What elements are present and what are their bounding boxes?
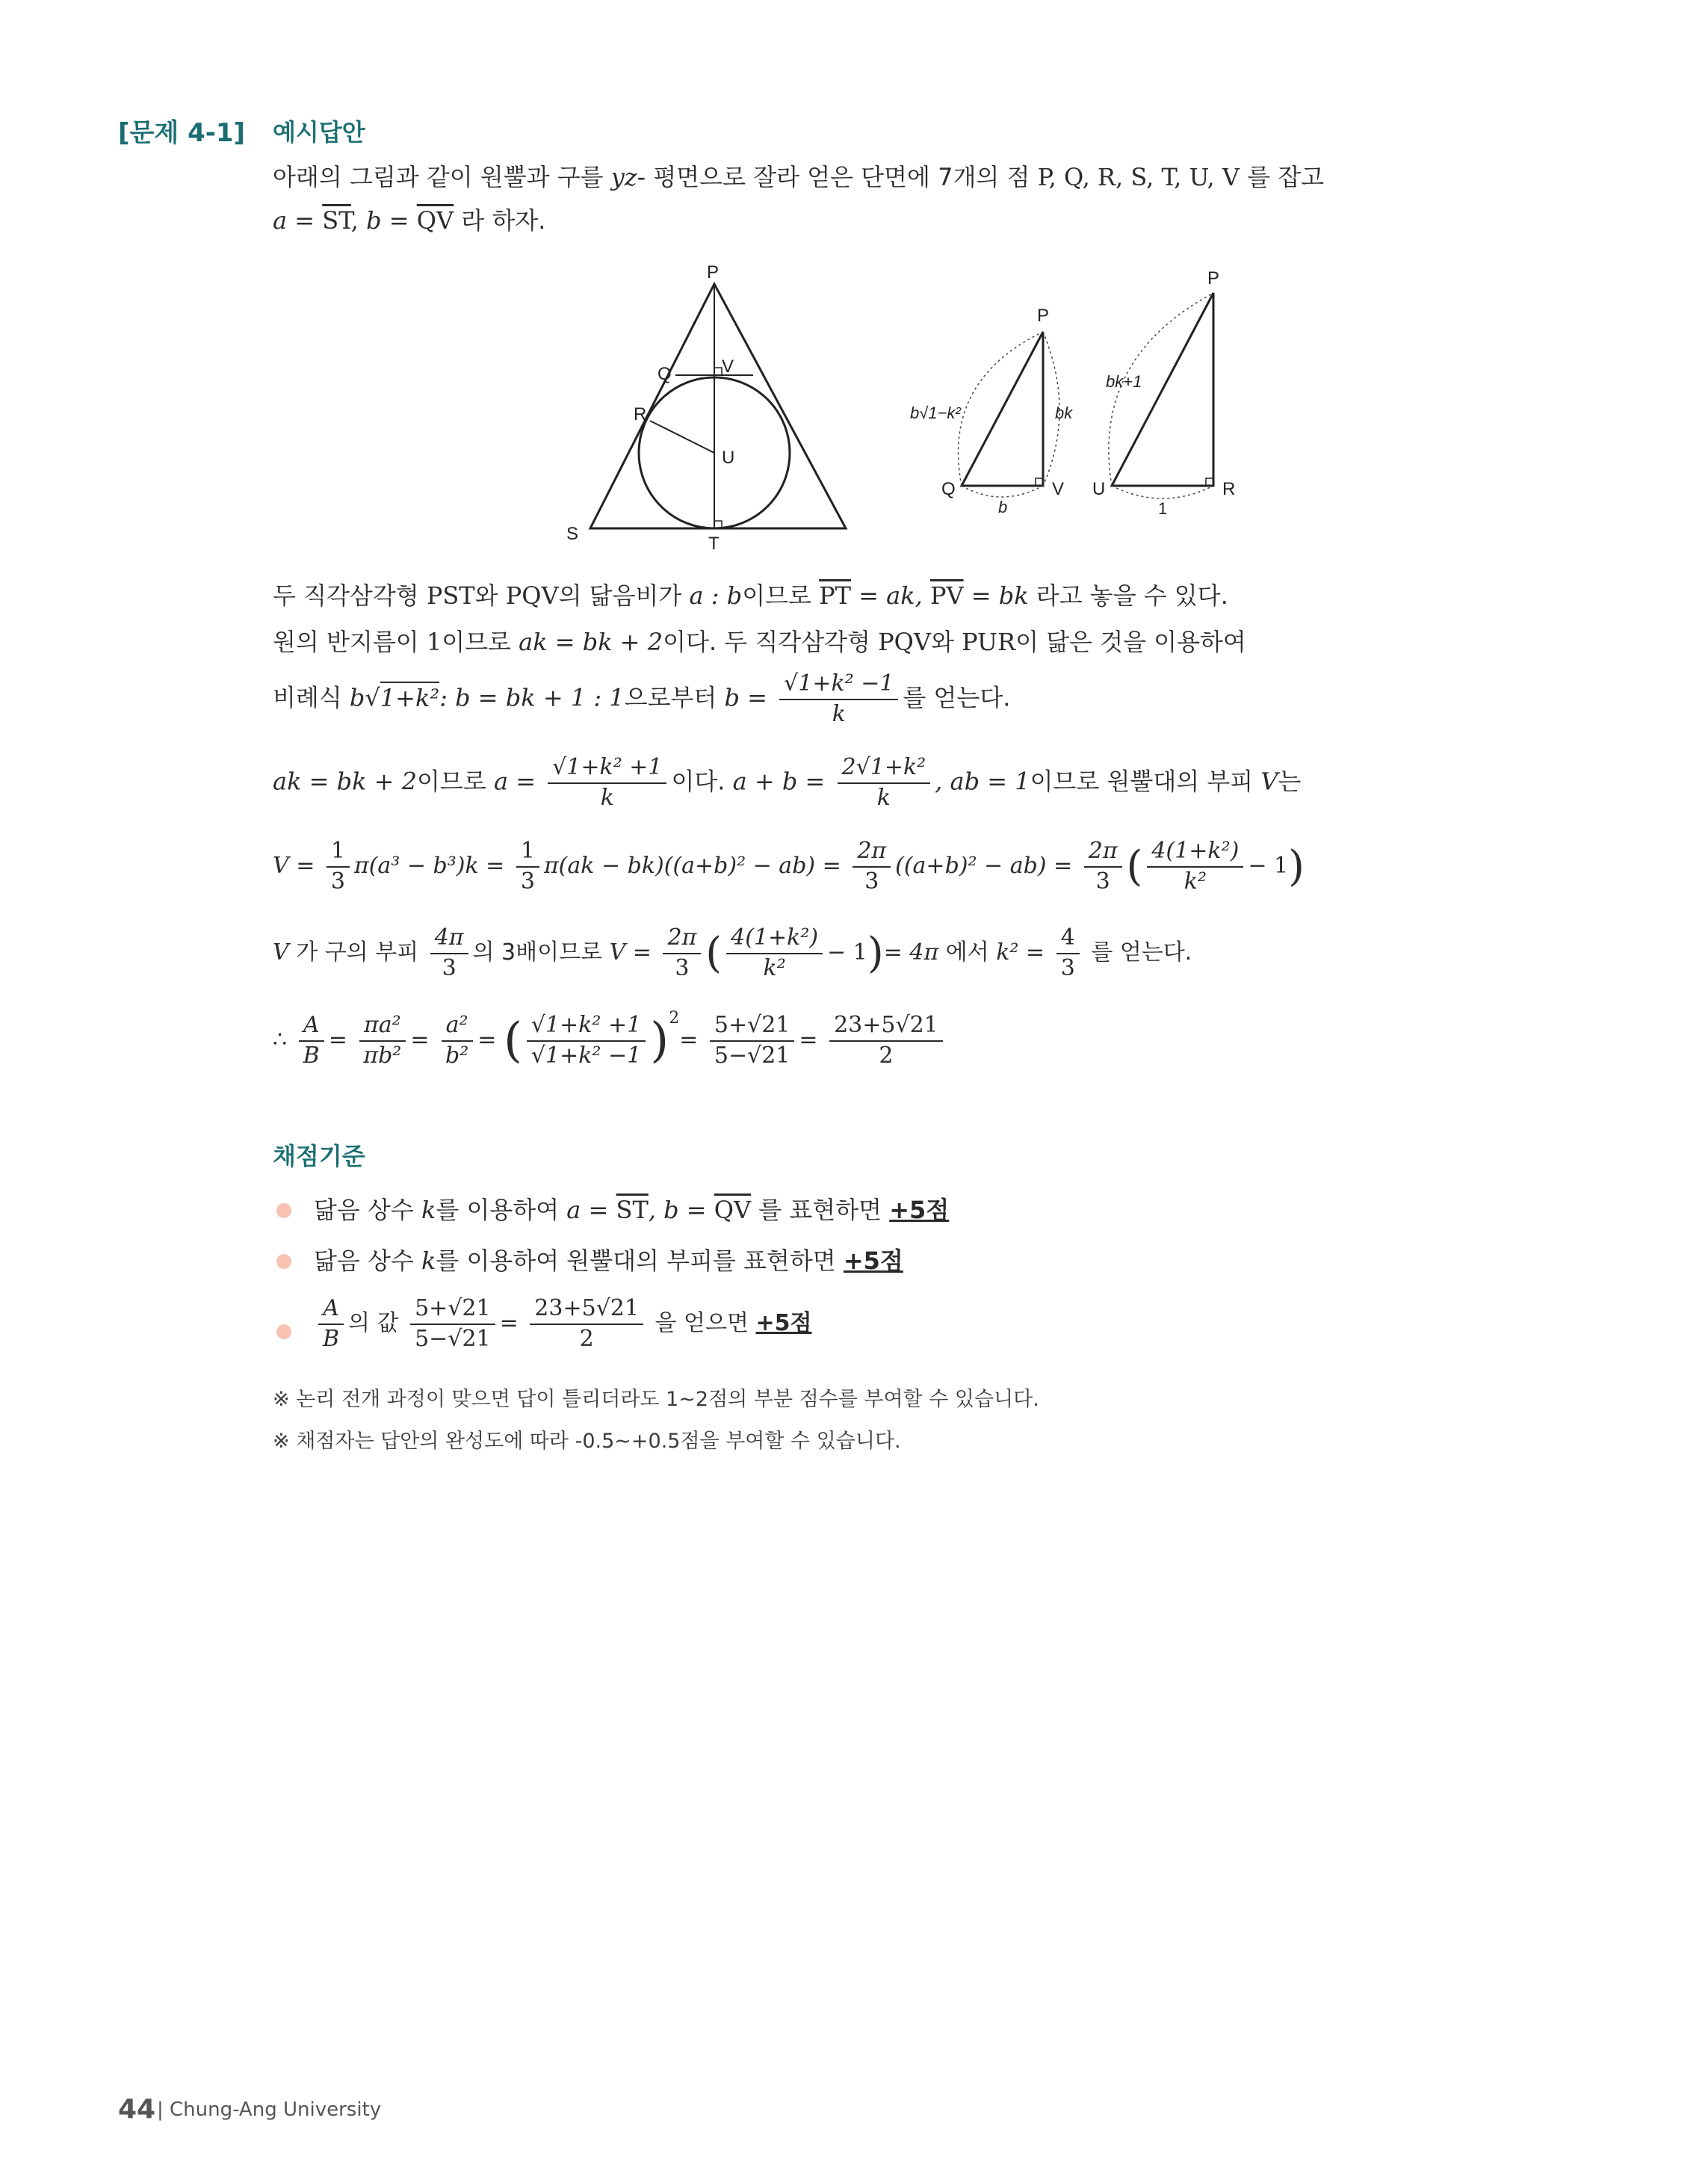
body-text: 이므로 (742, 581, 820, 610)
tri-pst: PST (426, 581, 475, 610)
segment-qv: $\overline{QV}$ (714, 1196, 752, 1224)
segment-pt: $\overline{PT}$ (819, 581, 851, 610)
fraction (853, 839, 891, 895)
equation: , ab = 1 (935, 767, 1030, 796)
body-text: 가 구의 부피 (288, 939, 426, 966)
fraction (299, 1013, 324, 1069)
crit-text: 닮음 상수 (314, 1247, 421, 1275)
crit-text: 닮음 상수 (314, 1196, 421, 1224)
body-line-5 (273, 839, 1305, 895)
denominator: 3 (1095, 868, 1110, 895)
eq-sign: = (477, 1027, 497, 1053)
triangle-pst (590, 284, 846, 528)
points-badge: +5점 (755, 1310, 812, 1336)
denominator: 3 (520, 868, 535, 895)
intro-text: - 평면으로 잘라 얻은 단면에 7개의 점 (637, 163, 1038, 191)
body-text: 와 (474, 581, 506, 610)
criterion-3 (314, 1296, 812, 1352)
label-hyp3: bk+1 (1106, 372, 1142, 391)
body-line-7 (273, 1009, 947, 1069)
note-2: ※ 채점자는 답안의 완성도에 따라 -0.5~+0.5점을 부여할 수 있습니다. (273, 1430, 901, 1453)
fraction (1056, 925, 1080, 981)
numerator: 2π (663, 925, 701, 954)
dim-arc-base3 (1112, 486, 1213, 498)
label-q: Q (657, 364, 672, 384)
fraction (779, 671, 898, 727)
intro-text: 를 잡고 (1239, 163, 1325, 191)
label-p2: P (1037, 306, 1050, 326)
eq-sign: = (499, 1310, 519, 1336)
body-line-6 (273, 925, 1192, 981)
fraction (838, 755, 931, 811)
numerator: πa² (359, 1013, 406, 1042)
equation: k² = (996, 939, 1045, 966)
paren-open: ( (705, 929, 723, 978)
tri-pqv: PQV (505, 581, 559, 610)
body-text: 이므로 (417, 767, 494, 796)
denominator: 3 (1060, 954, 1075, 981)
denominator: k (876, 784, 891, 811)
expr: π(ak − bk)((a+b)² − ab) = (543, 853, 841, 879)
geometry-figure (553, 262, 1300, 561)
label-q2: Q (941, 479, 956, 499)
denominator: √1+k² −1 (530, 1042, 642, 1069)
body-text: 이므로 원뿔대의 부피 (1030, 767, 1261, 796)
bullet-icon (276, 1324, 291, 1339)
comma: , (350, 206, 367, 235)
label-r3: R (1222, 479, 1236, 499)
therefore-icon: ∴ (273, 1027, 288, 1053)
note-1: ※ 논리 전개 과정이 맞으면 답이 틀리더라도 1~2점의 부분 점수를 부여할 수 있습니다. (273, 1388, 1039, 1411)
label-v: V (722, 356, 734, 377)
paren-close: ) (867, 929, 884, 978)
body-text: 를 얻는다. (903, 683, 1011, 712)
label-v2: V (1052, 479, 1065, 499)
body-text: 이다. (671, 767, 733, 796)
denominator: 5−√21 (714, 1042, 790, 1069)
fraction (548, 755, 666, 811)
expr: − 1 (1248, 853, 1289, 879)
denominator: 3 (675, 954, 690, 981)
paren-open: ( (503, 1013, 522, 1069)
fraction (530, 1296, 643, 1352)
body-text: 에서 (938, 939, 997, 966)
body-text: 와 (930, 628, 962, 656)
criterion-1 (314, 1191, 949, 1226)
segment-st: $\overline{ST}$ (616, 1196, 649, 1224)
crit-text: 를 이용하여 원뿔대의 부피를 표현하면 (436, 1247, 844, 1275)
fraction (441, 1013, 473, 1069)
sqrt-icon: √ (365, 683, 380, 712)
denominator: b² (445, 1042, 469, 1069)
intro-line-1 (273, 158, 1324, 193)
intro-line-2 (273, 202, 545, 236)
numerator: 23+5√21 (829, 1013, 943, 1042)
numerator: 4π (430, 925, 468, 954)
segment-qv: $\overline{QV}$ (416, 206, 454, 235)
denominator: 2 (879, 1042, 894, 1069)
paren-open: ( (1126, 842, 1143, 891)
fraction (829, 1013, 943, 1069)
right-angle-v (714, 368, 722, 375)
fraction (1147, 839, 1243, 895)
numerator: a² (442, 1013, 473, 1042)
body-text: 원의 반지름이 (273, 628, 427, 656)
crit-text: 을 얻으면 (647, 1310, 756, 1336)
body-text: 는 (1278, 767, 1302, 796)
radius-ur (650, 421, 714, 453)
var-b: b (349, 683, 365, 712)
label-base2: b (998, 498, 1008, 516)
body-line-1 (273, 577, 1228, 611)
expr: π(a³ − b³)k = (353, 853, 505, 879)
denominator: 3 (330, 868, 345, 895)
expr: = bk (963, 581, 1029, 610)
denominator: k (832, 700, 846, 727)
body-text: 라고 놓을 수 있다. (1028, 581, 1228, 610)
body-text: 비례식 (273, 683, 350, 712)
numerator: √1+k² +1 (527, 1013, 646, 1042)
paren-close: ) (1288, 842, 1305, 891)
dim-arc-base (962, 486, 1043, 497)
intro-text: 아래의 그림과 같이 원뿔과 구를 (273, 163, 611, 191)
numerator: 23+5√21 (530, 1296, 643, 1325)
num-one: 1 (426, 628, 442, 656)
university-name: | Chung-Ang University (157, 2099, 382, 2121)
denominator: B (303, 1042, 320, 1069)
body-text: 이 닮은 것을 이용하여 (1015, 628, 1246, 656)
exponent: 2 (669, 1009, 680, 1028)
points-badge: +5점 (843, 1247, 903, 1275)
label-p: P (707, 262, 720, 282)
body-line-3 (273, 671, 1010, 727)
numerator: 5+√21 (710, 1013, 795, 1042)
denominator: 5−√21 (415, 1325, 491, 1352)
fraction (726, 925, 823, 981)
criterion-2 (314, 1242, 903, 1276)
body-text: 이다. 두 직각삼각형 (663, 628, 879, 656)
label-hyp2: b√1−k² (910, 404, 961, 422)
var-k: k (421, 1196, 436, 1224)
numerator: A (318, 1296, 344, 1325)
bullet-icon (276, 1203, 291, 1218)
crit-text: 를 표현하면 (751, 1196, 890, 1224)
denominator: 2 (579, 1325, 594, 1352)
expr: − 1 (827, 939, 867, 966)
denominator: k² (1183, 868, 1207, 895)
eq-sign: = (679, 1027, 699, 1053)
label-s: S (566, 524, 579, 544)
bullet-icon (276, 1254, 291, 1269)
points-badge: +5점 (889, 1196, 950, 1224)
fraction (318, 1296, 344, 1352)
expr: = 4π (883, 939, 939, 966)
numerator: 1 (327, 839, 350, 868)
tri-pqv: PQV (878, 628, 931, 656)
numerator: 4 (1056, 925, 1080, 954)
fraction (410, 1296, 495, 1352)
eq-sign: = (410, 1027, 430, 1053)
proportion: : b = bk + 1 : 1 (439, 683, 625, 712)
var-k: k (421, 1247, 436, 1275)
eq-sign: = (287, 206, 323, 235)
equation: b = (724, 683, 767, 712)
label-t: T (708, 534, 720, 554)
eq-sign: = (328, 1027, 347, 1053)
body-text: 두 직각삼각형 (273, 581, 427, 610)
var-a: a (273, 206, 288, 235)
grading-title: 채점기준 (273, 1142, 365, 1170)
eq-sign: = (381, 206, 417, 235)
fraction (516, 839, 539, 895)
ratio: a : b (689, 581, 743, 610)
tri-pur: PUR (962, 628, 1016, 656)
page-number: 44 (118, 2094, 156, 2125)
fraction (710, 1013, 795, 1069)
denominator: 3 (442, 954, 457, 981)
label-leg2: bk (1055, 404, 1073, 422)
denominator: k (600, 784, 614, 811)
denominator: k² (763, 954, 786, 981)
equation: a = (493, 767, 536, 796)
numerator: 2√1+k² (838, 755, 931, 784)
crit-text: 를 이용하여 (436, 1196, 567, 1224)
body-text: 으로부터 (624, 683, 725, 712)
numerator: √1+k² −1 (779, 671, 898, 700)
numerator: 1 (516, 839, 539, 868)
segment-st: $\overline{ST}$ (322, 206, 351, 235)
body-text: 의 3배이므로 (472, 939, 610, 966)
expr: ((a+b)² − ab) = (895, 853, 1073, 879)
expr: a = (566, 1196, 616, 1224)
var-v: V (1260, 767, 1278, 796)
fraction (527, 1013, 646, 1069)
body-line-2 (273, 623, 1246, 658)
section-title: 예시답안 (273, 118, 365, 146)
denominator: πb² (363, 1042, 402, 1069)
intro-text: 라 하자. (454, 206, 546, 235)
numerator: 4(1+k²) (1147, 839, 1243, 868)
expr: , b = (648, 1196, 714, 1224)
equation: V = (609, 939, 652, 966)
equation: ak = bk + 2 (273, 767, 418, 796)
eq-sign: = (799, 1027, 818, 1053)
denominator: B (323, 1325, 340, 1352)
triangle-pqv (962, 332, 1043, 486)
segment-pv: $\overline{PV}$ (929, 581, 964, 610)
denominator: 3 (864, 868, 879, 895)
intro-points: P, Q, R, S, T, U, V (1037, 163, 1240, 191)
numerator: 4(1+k²) (726, 925, 823, 954)
fraction (327, 839, 350, 895)
crit-text: 의 값 (348, 1310, 406, 1336)
fraction (430, 925, 468, 981)
problem-label: [문제 4-1] (118, 118, 246, 148)
numerator: 2π (1084, 839, 1122, 868)
label-u: U (722, 448, 735, 468)
numerator: √1+k² +1 (548, 755, 666, 784)
body-text: 를 얻는다. (1083, 939, 1192, 966)
var-v: V (273, 939, 289, 966)
label-base3: 1 (1158, 499, 1168, 518)
label-r: R (634, 404, 647, 424)
fraction (359, 1013, 406, 1069)
body-text: 의 닮음비가 (558, 581, 690, 610)
fraction (663, 925, 701, 981)
numerator: 5+√21 (410, 1296, 495, 1325)
equation: ak = bk + 2 (519, 628, 663, 656)
equation: a + b = (732, 767, 826, 796)
radicand: 1+k² (380, 682, 439, 712)
expr: = ak, (850, 581, 930, 610)
intro-var: yz (610, 163, 637, 191)
fraction (1084, 839, 1122, 895)
equation: V = (273, 853, 315, 879)
label-p3: P (1207, 268, 1220, 288)
body-text: 이므로 (442, 628, 519, 656)
body-line-4 (273, 755, 1301, 811)
numerator: 2π (853, 839, 891, 868)
paren-close: ) (650, 1013, 669, 1069)
numerator: A (299, 1013, 324, 1042)
var-b: b (366, 206, 382, 235)
label-u3: U (1092, 479, 1106, 499)
